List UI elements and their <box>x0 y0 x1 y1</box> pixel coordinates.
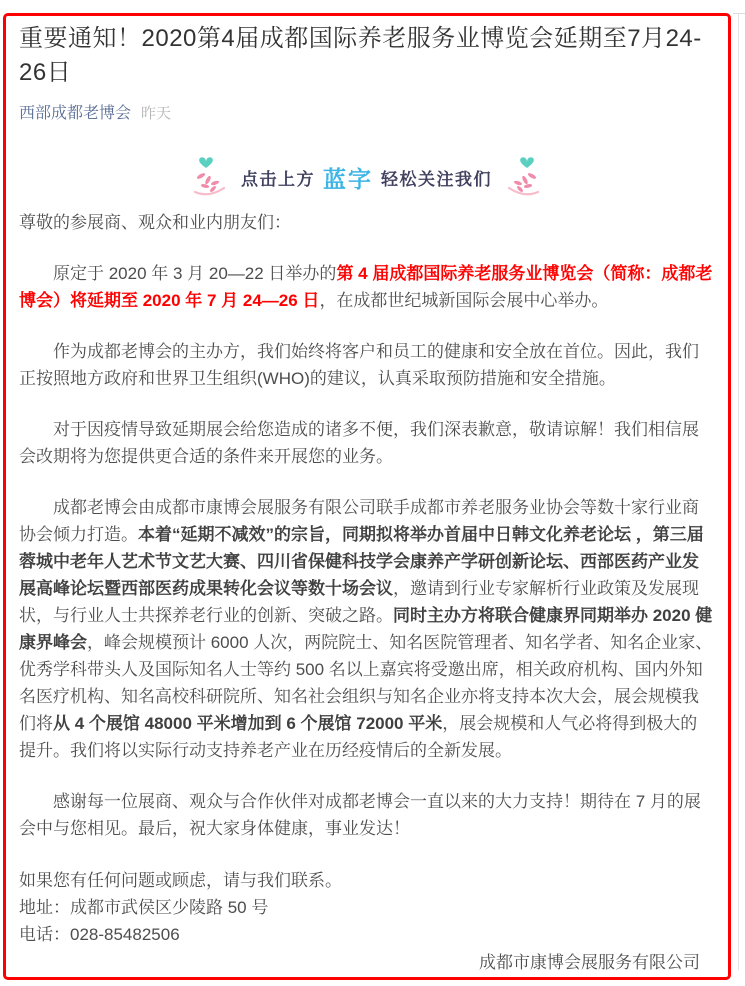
paragraph-segment-normal: ，邀请到行业专家解析行业政策及发展现状，与行业人士共探养老行业的创新、突破之路。 <box>19 579 699 625</box>
article-paragraph <box>19 338 714 392</box>
heart-petals-left-icon <box>192 154 236 200</box>
banner-suffix-text: 轻松关注我们 <box>381 169 492 189</box>
company-signature: 成都市康博会展服务有限公司 <box>479 953 700 972</box>
paragraph-segment-bold: 同时主办方将联合健康界同期举办 2020 健康界峰会 <box>19 606 713 652</box>
article-body <box>17 209 716 842</box>
page-edge-right <box>738 13 739 970</box>
paragraph-segment-normal: 尊敬的参展商、观众和业内朋友们： <box>19 213 291 232</box>
article-meta <box>19 100 716 123</box>
article-paragraph <box>19 416 714 470</box>
article-paragraph <box>19 209 714 236</box>
paragraph-segment-normal: 成都老博会由成都市康博会展服务有限公司联手成都市养老服务业协会等数十家行业商协会倾力打造。 <box>19 498 699 544</box>
banner-prefix-text: 点击上方 <box>241 169 315 189</box>
article-paragraph <box>19 494 714 764</box>
follow-us-banner <box>17 153 716 201</box>
address-line: 地址：成都市武侯区少陵路 50 号 <box>19 898 269 917</box>
phone-line: 电话：028-85482506 <box>19 925 180 944</box>
paragraph-segment-red-bold: 第 4 届成都国际养老服务业博览会（简称：成都老博会）将延期至 2020 年 7 月 24—26 日 <box>19 264 713 310</box>
paragraph-segment-normal: 原定于 2020 年 3 月 20—22 日举办的 <box>53 264 337 283</box>
article-paragraph <box>19 260 714 314</box>
paragraph-segment-normal: ，峰会规模预计 6000 人次，两院院士、知名医院管理者、知名学者、知名企业家、优秀学科带头人及国际知名人士等约 500 名以上嘉宾将受邀出席，相关政府机构、国内外知名医疗机构、知名高校科研院所、知名社会组织与知名企业亦将支持本次大会，展会规模我们将 <box>19 633 713 733</box>
paragraph-segment-normal: 对于因疫情导致延期展会给您造成的诸多不便，我们深表歉意，敬请谅解！我们相信展会改期将为您提供更合适的条件来开展您的业务。 <box>19 420 699 466</box>
banner-highlight-text: 蓝字 <box>323 165 373 192</box>
article-footer <box>17 867 716 976</box>
paragraph-segment-bold: 本着“延期不减效”的宗旨，同期拟将举办首届中日韩文化养老论坛 ，第三届蓉城中老年人艺术节文艺大赛、四川省保健科技学会康养产学研创新论坛、西部医药产业发展高峰论坛暨西部医药成果转化会议等数十场会议 <box>19 525 704 598</box>
paragraph-segment-bold: 从 4 个展馆 48000 平米增加到 6 个展馆 72000 平米 <box>53 714 443 733</box>
paragraph-segment-normal: 感谢每一位展商、观众与合作伙伴对成都老博会一直以来的大力支持！期待在 7 月的展会中与您相见。最后，祝大家身体健康，事业发达！ <box>19 792 701 838</box>
article-title: 重要通知！2020第4届成都国际养老服务业博览会延期至7月24-26日 <box>19 25 702 86</box>
contact-note: 如果您有任何问题或顾虑，请与我们联系。 <box>19 871 342 890</box>
paragraph-segment-normal: ，在成都世纪城新国际会展中心举办。 <box>319 291 609 310</box>
paragraph-segment-normal: 作为成都老博会的主办方，我们始终将客户和员工的健康和安全放在首位。因此，我们正按照地方政府和世界卫生组织(WHO)的建议，认真采取预防措施和安全措施。 <box>19 342 699 388</box>
article-page <box>3 13 731 980</box>
heart-petals-right-icon <box>497 154 541 200</box>
paragraph-segment-normal: ，展会规模和人气必将得到极大的提升。我们将以实际行动支持养老产业在历经疫情后的全新发展。 <box>19 714 698 760</box>
article-paragraph <box>19 788 714 842</box>
publish-time: 昨天 <box>141 105 172 122</box>
account-name-link[interactable]: 西部成都老博会 <box>19 105 132 122</box>
page-edge-top <box>733 13 745 14</box>
